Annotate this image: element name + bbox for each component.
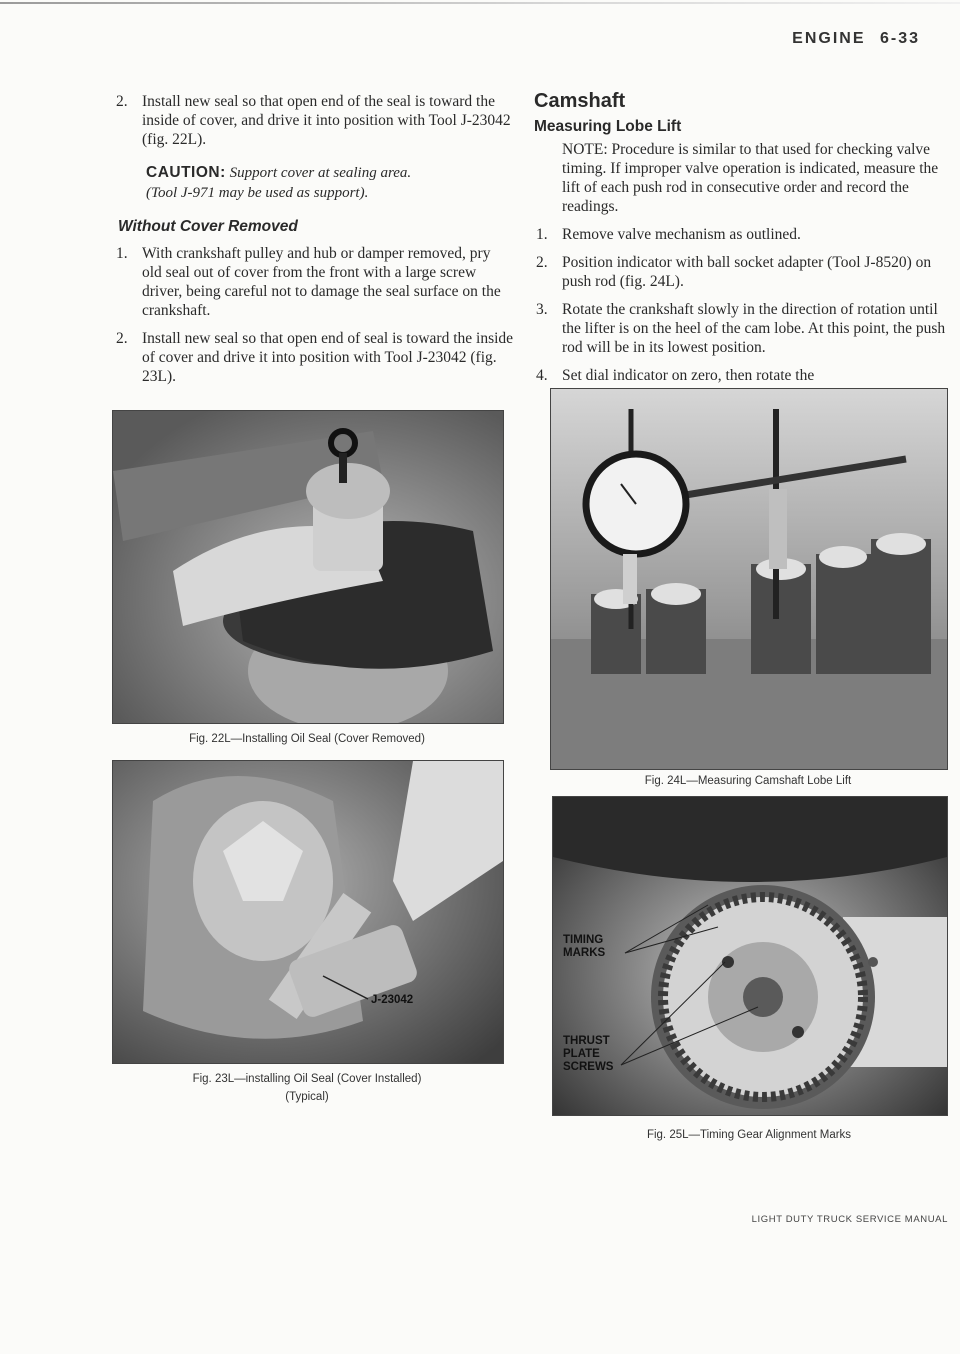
label-thrust-plate-screws: THRUST PLATE SCREWS: [563, 1035, 614, 1073]
figure-22l-caption: Fig. 22L—Installing Oil Seal (Cover Removed): [189, 733, 425, 745]
figure-25l-photo: [552, 796, 948, 1116]
subheading-without-cover: Without Cover Removed: [118, 218, 298, 235]
tool-label-j23042: J-23042: [371, 994, 414, 1006]
left-text-column: [114, 92, 514, 395]
figure-25l-caption: Fig. 25L—Timing Gear Alignment Marks: [646, 1129, 852, 1141]
lobe-step-1: 1. Remove valve mechanism as outlined.: [536, 226, 801, 243]
page-footer: LIGHT DUTY TRUCK SERVICE MANUAL: [751, 1214, 948, 1225]
section-heading-camshaft: Camshaft: [534, 90, 626, 112]
label-timing-marks: TIMING MARKS: [563, 934, 606, 959]
right-text-column: [534, 92, 946, 394]
caution-note: CAUTION: Support cover at sealing area. (Tool J-971 may be used as support).: [146, 164, 412, 201]
page-header: [792, 30, 920, 48]
page-number: 6-33: [879, 30, 920, 47]
lobe-step-2: 2. Position indicator with ball socket adapter (Tool J-8520) on push rod (fig. 24L).: [536, 254, 932, 290]
install-step-2: 2. Install new seal so that open end of the seal is toward the inside of cover, and drive it into position with Tool J-23042 (fig. 22L).: [116, 93, 511, 148]
figure-24l-photo: [550, 388, 948, 770]
figure-23l-photo: [112, 760, 504, 1064]
section-title: ENGINE: [792, 30, 866, 47]
step-1: 1. With crankshaft pulley and hub or damper removed, pry old seal out of cover from the front with a large screw driver, being careful not to damage the seal surface on the crankshaft.: [116, 245, 501, 319]
procedure-note: NOTE: Procedure is similar to that used for checking valve timing. If improper valve operation is indicated, measure the lift of each push rod in consecutive order and record the readings.: [562, 141, 939, 215]
lobe-step-3: 3. Rotate the crankshaft slowly in the direction of rotation until the lifter is on the heel of the cam lobe. At this point, the push rod will be in its lowest position.: [536, 301, 946, 356]
figure-22l-photo: [112, 410, 504, 724]
subheading-measuring-lobe-lift: Measuring Lobe Lift: [534, 118, 682, 135]
figure-23l-caption: Fig. 23L—installing Oil Seal (Cover Installed) (Typical): [192, 1073, 422, 1103]
lobe-step-4: 4. Set dial indicator on zero, then rotate the: [536, 367, 815, 384]
top-rule: [0, 2, 960, 4]
figure-24l-caption: Fig. 24L—Measuring Camshaft Lobe Lift: [644, 775, 852, 787]
step-2: 2. Install new seal so that open end of seal is toward the inside of cover and drive it into position with Tool J-23042 (fig. 23L).: [116, 330, 514, 385]
